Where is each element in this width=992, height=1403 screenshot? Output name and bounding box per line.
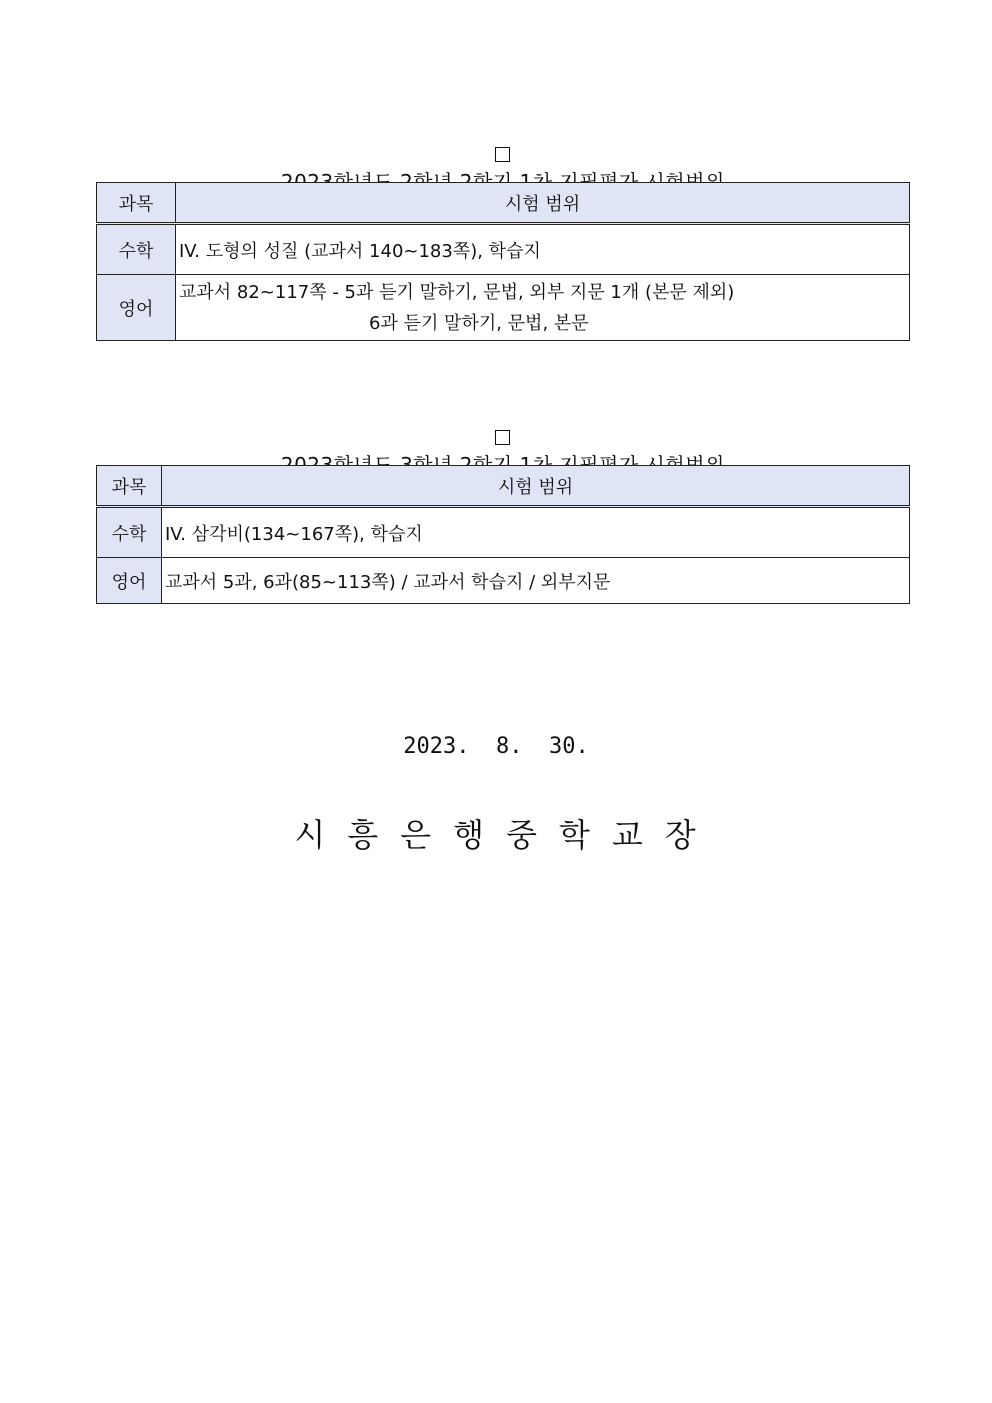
subject-cell: 영어 — [97, 558, 162, 604]
range-cell: 교과서 5과, 6과(85~113쪽) / 교과서 학습지 / 외부지문 — [162, 558, 910, 604]
grade2-exam-table — [96, 182, 910, 341]
table-header-row — [97, 183, 910, 224]
range-cell: IV. 도형의 성질 (교과서 140~183쪽), 학습지 — [176, 224, 910, 275]
header-range: 시험 범위 — [162, 466, 910, 507]
grade3-exam-table — [96, 465, 910, 604]
subject-cell: 영어 — [97, 275, 176, 341]
header-range: 시험 범위 — [176, 183, 910, 224]
range-line-1: 교과서 82~117쪽 - 5과 듣기 말하기, 문법, 외부 지문 1개 (본문 제외) — [179, 281, 735, 303]
table-row — [97, 275, 910, 341]
checkbox-square-icon — [495, 147, 510, 162]
table-row — [97, 507, 910, 558]
checkbox-square-icon — [495, 430, 510, 445]
range-cell — [176, 275, 910, 341]
range-cell: IV. 삼각비(134~167쪽), 학습지 — [162, 507, 910, 558]
table-row — [97, 558, 910, 604]
subject-cell: 수학 — [97, 507, 162, 558]
header-subject: 과목 — [97, 183, 176, 224]
header-subject: 과목 — [97, 466, 162, 507]
principal-signature: 시흥은행중학교장 — [294, 816, 718, 854]
issue-date: 2023. 8. 30. — [403, 734, 589, 759]
table-header-row — [97, 466, 910, 507]
range-line-2: 6과 듣기 말하기, 문법, 본문 — [369, 312, 589, 334]
subject-cell: 수학 — [97, 224, 176, 275]
table-row — [97, 224, 910, 275]
